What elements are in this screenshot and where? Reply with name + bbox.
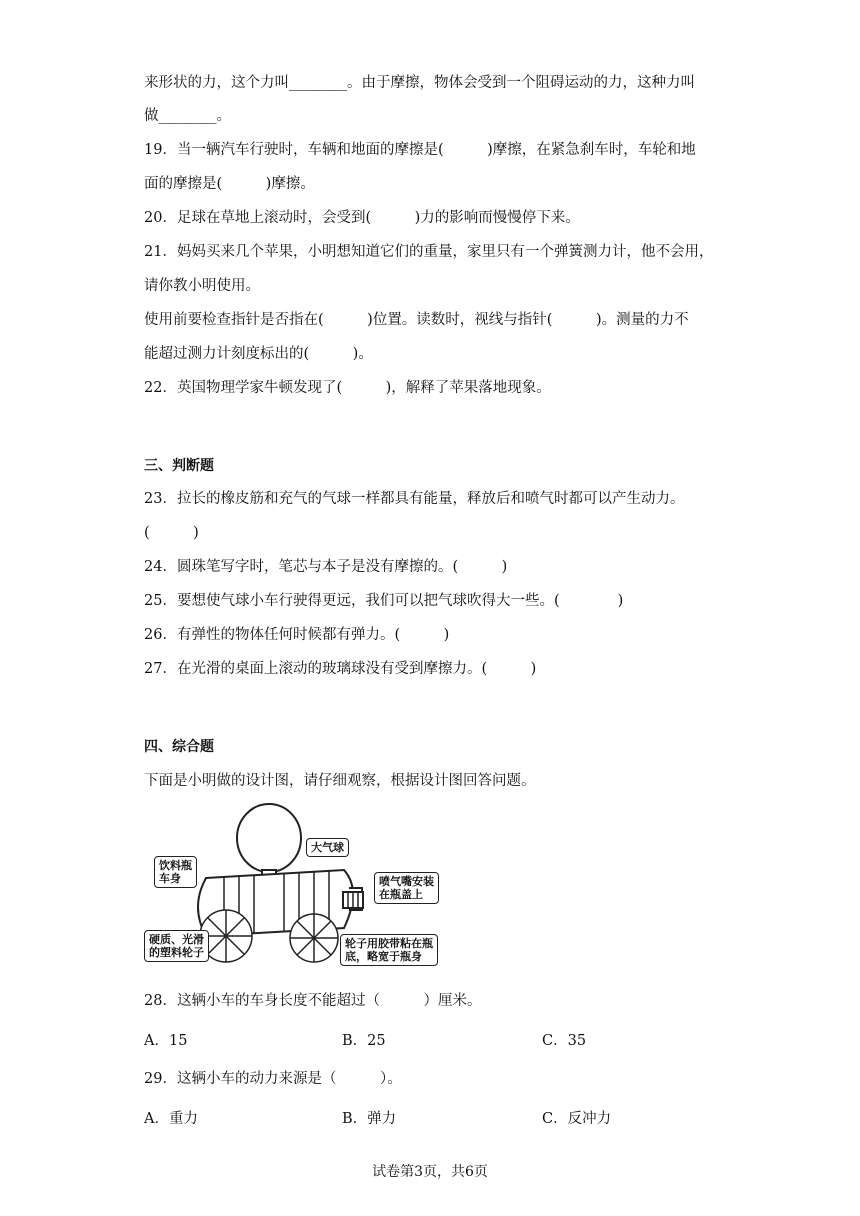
balloon-car-diagram [144,800,454,975]
question-21-text: 能超过测力计刻度标出的( )。 [144,346,373,362]
question-24-text: 24．圆珠笔写字时，笔芯与本子是没有摩擦的。( ) [144,559,508,575]
wheel-tape-callout: 轮子用胶带粘在瓶 底，略宽于瓶身 [340,934,438,966]
question-23-answer-blank: ( ) [144,525,199,541]
wheel-material-callout: 硬质、光滑 的塑料轮子 [144,930,209,962]
question-26-text: 26．有弹性的物体任何时候都有弹力。( ) [144,627,450,643]
q29-option-c[interactable]: C．反冲力 [542,1111,612,1127]
nozzle-callout: 喷气嘴安装 在瓶盖上 [374,872,439,904]
q28-option-a[interactable]: A．15 [144,1033,188,1049]
question-25-text: 25．要想使气球小车行驶得更远，我们可以把气球吹得大一些。( ) [144,593,624,609]
section-4-intro: 下面是小明做的设计图，请仔细观察，根据设计图回答问题。 [144,773,536,789]
question-21-text: 21．妈妈买来几个苹果，小明想知道它们的重量，家里只有一个弹簧测力计，他不会用， [144,244,714,260]
q28-option-b[interactable]: B．25 [342,1033,386,1049]
bottle-body-callout: 饮料瓶 车身 [154,856,197,888]
q29-option-a[interactable]: A．重力 [144,1111,198,1127]
question-28-text: 28．这辆小车的车身长度不能超过（ ）厘米。 [144,993,482,1009]
question-20-text: 20．足球在草地上滚动时，会受到( )力的影响而慢慢停下来。 [144,210,580,226]
question-19-text: 面的摩擦是( )摩擦。 [144,176,315,192]
section-3-heading: 三、判断题 [144,458,214,474]
q29-option-b[interactable]: B．弹力 [342,1111,397,1127]
page-footer: 试卷第3页，共6页 [372,1164,488,1180]
question-text: 来形状的力，这个力叫________。由于摩擦，物体会受到一个阻碍运动的力，这种力叫 [144,75,695,91]
balloon-callout: 大气球 [306,838,349,857]
section-4-heading: 四、综合题 [144,739,214,755]
question-21-text: 使用前要检查指针是否指在( )位置。读数时，视线与指针( )。测量的力不 [144,312,689,328]
question-19-text: 19．当一辆汽车行驶时，车辆和地面的摩擦是( )摩擦，在紧急刹车时，车轮和地 [144,142,696,158]
question-27-text: 27．在光滑的桌面上滚动的玻璃球没有受到摩擦力。( ) [144,661,537,677]
q28-option-c[interactable]: C．35 [542,1033,587,1049]
question-21-text: 请你教小明使用。 [144,278,260,294]
question-text: 做________。 [144,108,231,124]
question-23-text: 23．拉长的橡皮筋和充气的气球一样都具有能量，释放后和喷气时都可以产生动力。 [144,491,685,507]
question-22-text: 22．英国物理学家牛顿发现了( )，解释了苹果落地现象。 [144,380,551,396]
question-29-text: 29．这辆小车的动力来源是（ ）。 [144,1071,402,1087]
